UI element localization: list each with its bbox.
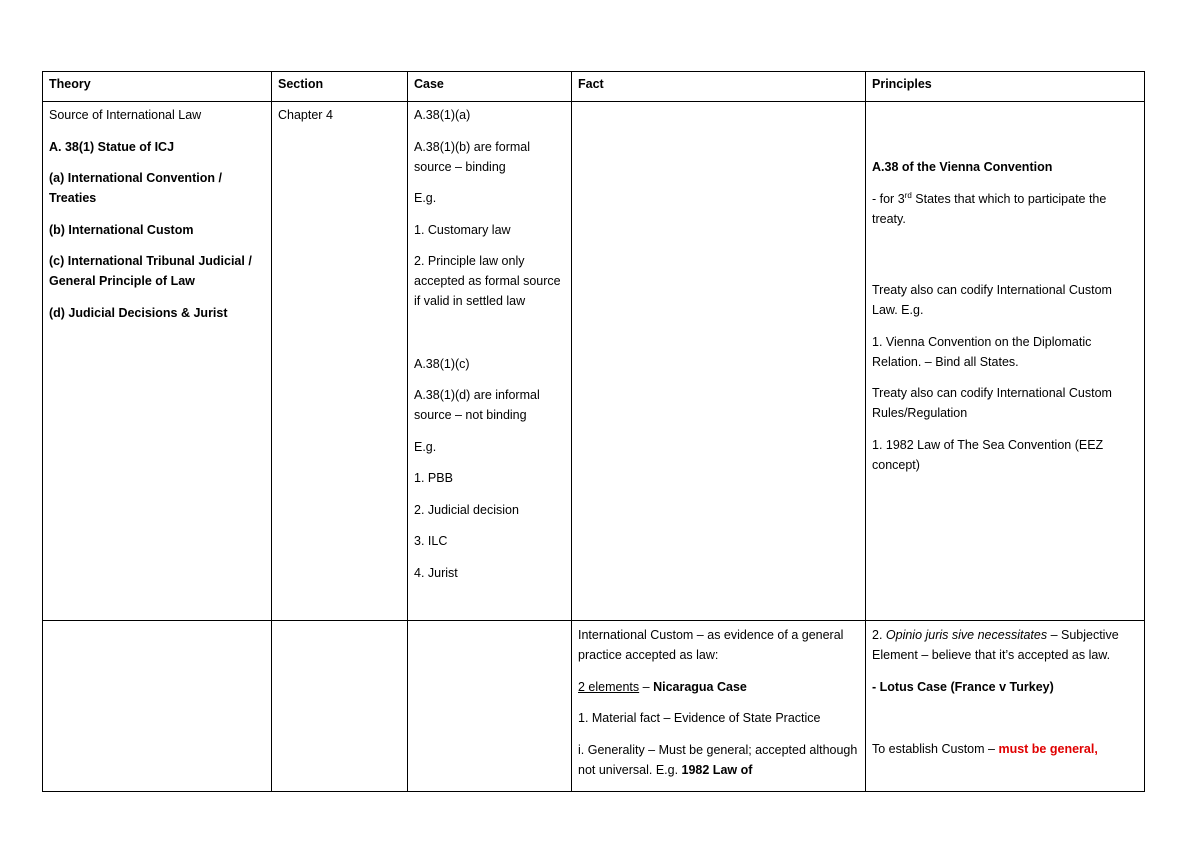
fact-cell: [572, 102, 866, 621]
theory-item-d: (d) Judicial Decisions & Jurist: [49, 305, 228, 320]
principles-p5: 1. 1982 Law of The Sea Convention (EEZ concept): [872, 437, 1104, 472]
case-c1: A.38(1)(c): [414, 356, 470, 371]
case-item3: 1. PBB: [414, 471, 453, 485]
spacer: [872, 240, 1138, 280]
theory-item-c: (c) International Tribunal Judicial / General Principle of Law: [49, 254, 252, 288]
principles-p4: Treaty also can codify International Custom Rules/Regulation: [872, 386, 1112, 420]
section-cell: [272, 621, 408, 792]
fact-f1: International Custom – as evidence of a general practice accepted as law:: [578, 628, 844, 662]
theory-item-a: (a) International Convention / Treaties: [49, 171, 222, 205]
case-item2: 2. Principle law only accepted as formal source if valid in settled law: [414, 254, 561, 308]
header-principles: Principles: [866, 72, 1145, 102]
header-case: Case: [408, 72, 572, 102]
case-eg1: E.g.: [414, 191, 437, 205]
spacer: [414, 323, 565, 354]
principles-cell: [866, 621, 1145, 792]
fact-cell: [572, 621, 866, 792]
section-cell: [272, 102, 408, 621]
spacer: [872, 105, 1138, 157]
case-item1: 1. Customary law: [414, 222, 511, 237]
principles-opinio: 2. Opinio juris sive necessitates – Subjective Element – believe that it’s accepted as law.: [872, 628, 1119, 662]
theory-item-b: (b) International Custom: [49, 222, 194, 237]
case-item5: 3. ILC: [414, 534, 448, 548]
principles-cell: [866, 102, 1145, 621]
case-a2: A.38(1)(b) are formal source – binding: [414, 139, 531, 174]
header-fact: Fact: [572, 72, 866, 102]
theory-cell: [43, 621, 272, 792]
case-eg2: E.g.: [414, 439, 437, 454]
fact-f3: 1. Material fact – Evidence of State Practice: [578, 711, 821, 725]
table-row: [43, 621, 1145, 792]
principles-lotus: - Lotus Case (France v Turkey): [872, 679, 1054, 694]
theory-source: Source of International Law: [49, 108, 202, 122]
fact-f4: i. Generality – Must be general; accepted although not universal. E.g. 1982 Law of: [578, 742, 858, 777]
fact-f2: 2 elements – Nicaragua Case: [578, 679, 747, 694]
case-item6: 4. Jurist: [414, 565, 458, 580]
principles-p1: - for 3rd States that which to participate the treaty.: [872, 190, 1107, 226]
case-a1: A.38(1)(a): [414, 108, 471, 122]
header-row: [43, 72, 1145, 102]
principles-p3: 1. Vienna Convention on the Diplomatic Relation. – Bind all States.: [872, 334, 1092, 369]
principles-p2: Treaty also can codify International Custom Law. E.g.: [872, 283, 1112, 317]
header-section: Section: [272, 72, 408, 102]
case-c2: A.38(1)(d) are informal source – not binding: [414, 388, 540, 422]
case-cell: [408, 102, 572, 621]
principles-heading: A.38 of the Vienna Convention: [872, 160, 1053, 174]
table-row: [43, 102, 1145, 621]
theory-cell: [43, 102, 272, 621]
case-item4: 2. Judicial decision: [414, 502, 519, 517]
spacer: [872, 708, 1138, 739]
principles-establish: To establish Custom – must be general,: [872, 742, 1098, 756]
section-text: Chapter 4: [278, 108, 333, 122]
notes-table: [42, 71, 1145, 792]
case-cell: [408, 621, 572, 792]
header-theory: Theory: [43, 72, 272, 102]
theory-statute: A. 38(1) Statue of ICJ: [49, 139, 175, 154]
